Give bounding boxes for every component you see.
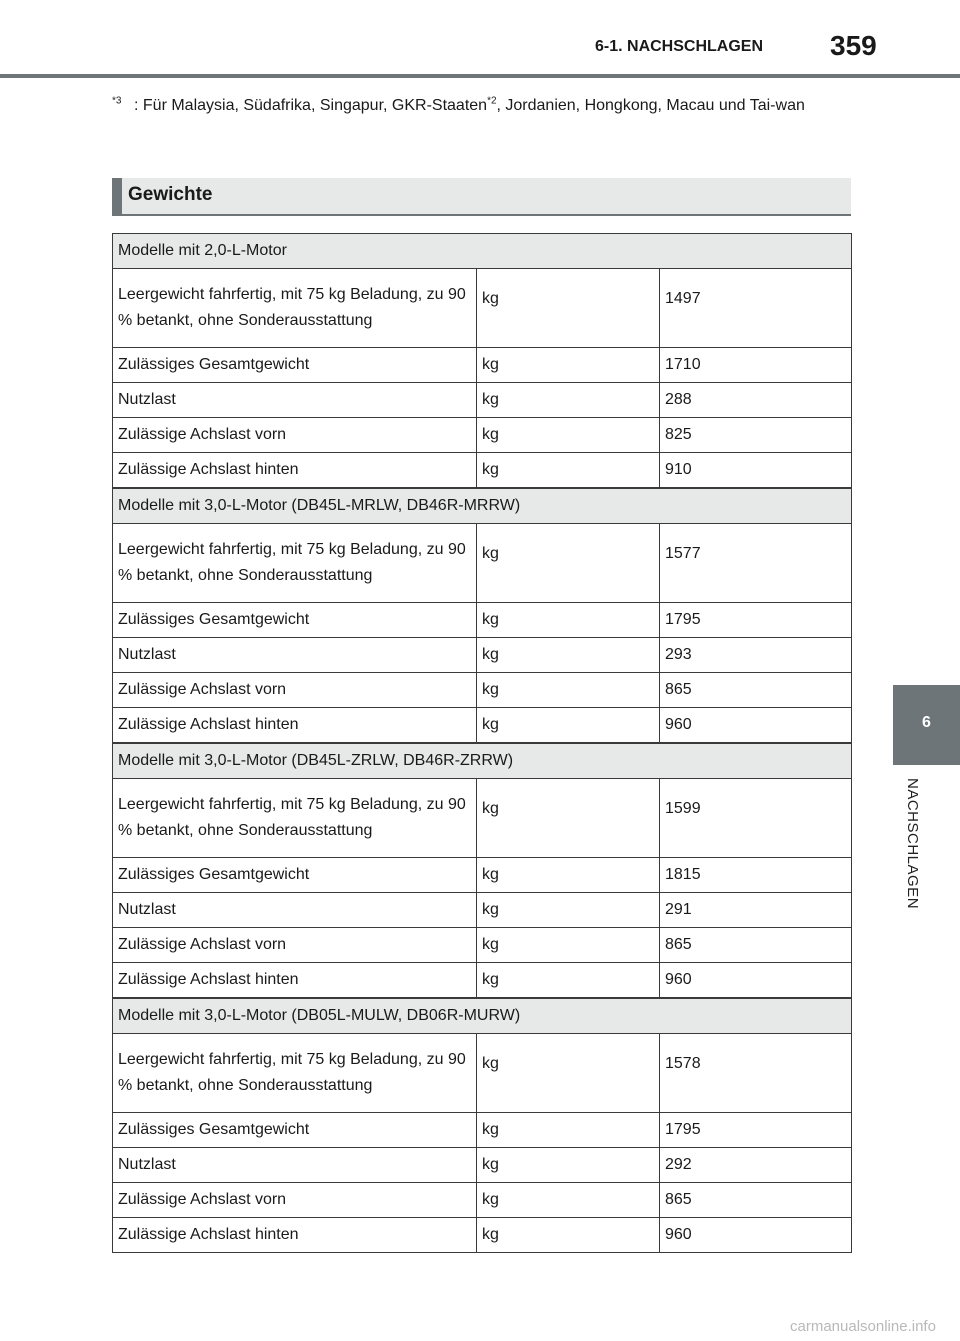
row-unit: kg	[477, 524, 660, 603]
row-label: Leergewicht fahrfertig, mit 75 kg Beladung, zu 90 % betankt, ohne Sonderausstattung	[113, 524, 477, 603]
table-row	[113, 1218, 852, 1253]
footnote-mark: *3	[112, 95, 122, 107]
row-value: 293	[660, 638, 852, 673]
row-label: Zulässige Achslast vorn	[113, 1183, 477, 1218]
table-row	[113, 418, 852, 453]
row-value: 1795	[660, 1113, 852, 1148]
row-unit: kg	[477, 893, 660, 928]
table-title: Modelle mit 3,0-L-Motor (DB45L-MRLW, DB46R-MRRW)	[113, 489, 852, 524]
row-unit: kg	[477, 1218, 660, 1253]
table-row	[113, 858, 852, 893]
row-unit: kg	[477, 1034, 660, 1113]
table-row	[113, 1148, 852, 1183]
section-title: Gewichte	[112, 178, 851, 216]
row-unit: kg	[477, 673, 660, 708]
row-unit: kg	[477, 348, 660, 383]
row-unit: kg	[477, 779, 660, 858]
row-unit: kg	[477, 269, 660, 348]
row-label: Leergewicht fahrfertig, mit 75 kg Beladung, zu 90 % betankt, ohne Sonderausstattung	[113, 779, 477, 858]
watermark: carmanualsonline.info	[790, 1318, 936, 1335]
row-value: 865	[660, 1183, 852, 1218]
row-unit: kg	[477, 383, 660, 418]
row-label: Nutzlast	[113, 638, 477, 673]
table-title: Modelle mit 3,0-L-Motor (DB45L-ZRLW, DB46R-ZRRW)	[113, 744, 852, 779]
table-row	[113, 963, 852, 998]
row-value: 292	[660, 1148, 852, 1183]
row-value: 288	[660, 383, 852, 418]
table-row	[113, 603, 852, 638]
row-value: 960	[660, 708, 852, 743]
row-unit: kg	[477, 928, 660, 963]
row-value: 825	[660, 418, 852, 453]
header-rule	[0, 74, 960, 78]
row-unit: kg	[477, 638, 660, 673]
row-value: 1795	[660, 603, 852, 638]
row-label: Zulässige Achslast hinten	[113, 708, 477, 743]
footnote-ref: *2	[487, 95, 497, 107]
row-unit: kg	[477, 1183, 660, 1218]
table-row	[113, 1183, 852, 1218]
row-label: Zulässige Achslast hinten	[113, 453, 477, 488]
row-label: Zulässiges Gesamtgewicht	[113, 348, 477, 383]
weights-table	[112, 488, 852, 743]
row-value: 1497	[660, 269, 852, 348]
row-label: Leergewicht fahrfertig, mit 75 kg Beladung, zu 90 % betankt, ohne Sonderausstattung	[113, 269, 477, 348]
row-value: 1710	[660, 348, 852, 383]
row-value: 1815	[660, 858, 852, 893]
row-unit: kg	[477, 603, 660, 638]
row-value: 960	[660, 963, 852, 998]
footnote-text-continued: , Jordanien, Hongkong, Macau und Tai-wan	[496, 97, 805, 114]
row-value: 910	[660, 453, 852, 488]
row-unit: kg	[477, 1113, 660, 1148]
row-label: Zulässiges Gesamtgewicht	[113, 858, 477, 893]
row-unit: kg	[477, 858, 660, 893]
row-value: 1599	[660, 779, 852, 858]
row-value: 865	[660, 928, 852, 963]
row-label: Zulässige Achslast hinten	[113, 963, 477, 998]
row-value: 291	[660, 893, 852, 928]
chapter-label: NACHSCHLAGEN	[904, 778, 921, 910]
row-label: Nutzlast	[113, 893, 477, 928]
page-number: 359	[830, 30, 877, 61]
table-row	[113, 269, 852, 348]
table-row	[113, 638, 852, 673]
row-value: 1578	[660, 1034, 852, 1113]
row-label: Zulässige Achslast vorn	[113, 418, 477, 453]
table-row	[113, 928, 852, 963]
row-unit: kg	[477, 418, 660, 453]
row-value: 960	[660, 1218, 852, 1253]
table-row	[113, 1113, 852, 1148]
row-label: Zulässige Achslast vorn	[113, 928, 477, 963]
table-row	[113, 348, 852, 383]
table-row	[113, 453, 852, 488]
row-unit: kg	[477, 708, 660, 743]
row-label: Nutzlast	[113, 1148, 477, 1183]
row-unit: kg	[477, 1148, 660, 1183]
table-row	[113, 779, 852, 858]
row-unit: kg	[477, 963, 660, 998]
table-row	[113, 383, 852, 418]
table-row	[113, 524, 852, 603]
row-label: Leergewicht fahrfertig, mit 75 kg Beladung, zu 90 % betankt, ohne Sonderausstattung	[113, 1034, 477, 1113]
row-label: Zulässiges Gesamtgewicht	[113, 603, 477, 638]
footnote-text: : Für Malaysia, Südafrika, Singapur, GKR-Staaten	[134, 97, 488, 114]
weights-table	[112, 998, 852, 1253]
weights-table	[112, 233, 852, 488]
footnote	[112, 92, 852, 119]
row-label: Zulässige Achslast hinten	[113, 1218, 477, 1253]
weights-table	[112, 743, 852, 998]
table-row	[113, 893, 852, 928]
section-header: 6-1. NACHSCHLAGEN	[595, 38, 764, 55]
row-label: Nutzlast	[113, 383, 477, 418]
table-row	[113, 1034, 852, 1113]
row-label: Zulässige Achslast vorn	[113, 673, 477, 708]
table-title: Modelle mit 3,0-L-Motor (DB05L-MULW, DB06R-MURW)	[113, 999, 852, 1034]
row-label: Zulässiges Gesamtgewicht	[113, 1113, 477, 1148]
table-row	[113, 708, 852, 743]
row-value: 865	[660, 673, 852, 708]
row-unit: kg	[477, 453, 660, 488]
row-value: 1577	[660, 524, 852, 603]
table-title: Modelle mit 2,0-L-Motor	[113, 234, 852, 269]
table-row	[113, 673, 852, 708]
chapter-tab[interactable]: 6	[893, 685, 960, 765]
